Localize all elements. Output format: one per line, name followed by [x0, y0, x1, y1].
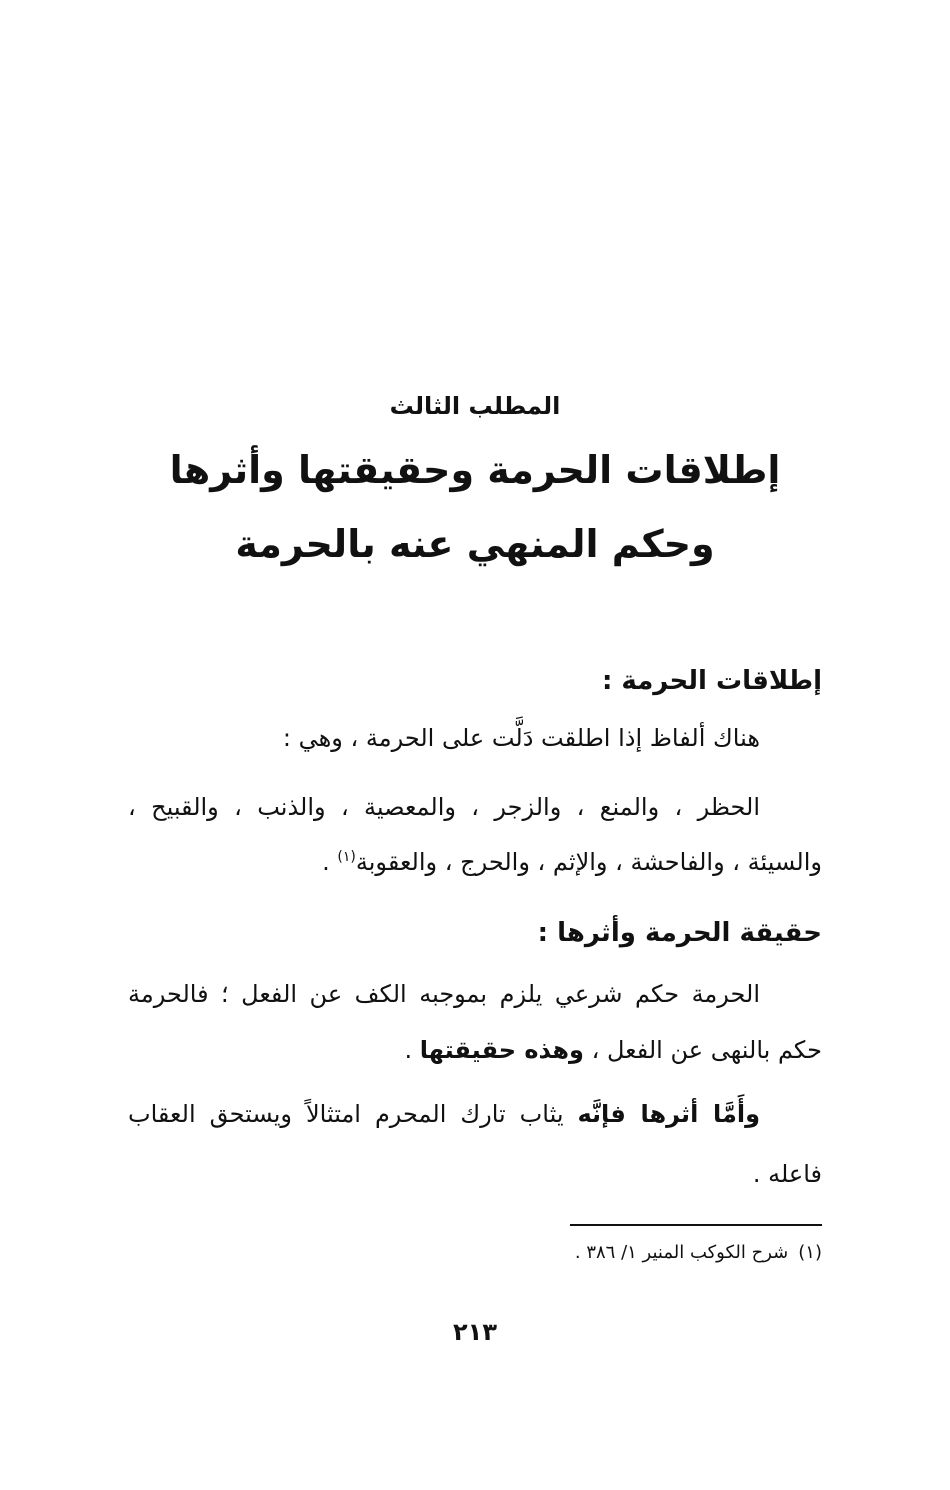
paragraph-definition-line-2 — [404, 1036, 822, 1064]
section-label: المطلب الثالث — [389, 392, 561, 420]
chapter-title-line-1: إطلاقات الحرمة وحقيقتها وأثرها — [169, 448, 781, 492]
chapter-title-line-2: وحكم المنهي عنه بالحرمة — [235, 522, 715, 566]
footnote-divider — [570, 1224, 822, 1226]
footnote-number: (١) — [798, 1242, 822, 1263]
section-heading-usages: إطلاقات الحرمة : — [601, 666, 822, 696]
terms-line-2 — [322, 848, 822, 876]
effect-rest-text: يثاب تارك المحرم امتثالاً ويستحق العقاب — [128, 1100, 578, 1128]
section-heading-reality: حقيقة الحرمة وأثرها : — [537, 918, 822, 948]
terms-line-1: الحظر ، والمنع ، والزجر ، والمعصية ، والذنب ، والقبيح ، — [128, 793, 760, 821]
paragraph-intro: هناك ألفاظ إذا اطلقت دَلَّت على الحرمة ، وهي : — [282, 724, 760, 752]
terms-line-2-text: والسيئة ، والفاحشة ، والإثم ، والحرج ، والعقوبة — [355, 848, 822, 876]
footnote-text: شرح الكوكب المنير ١/ ٣٨٦ . — [574, 1242, 789, 1263]
footnote-reference: (١) — [337, 849, 356, 865]
definition-end-mark: . — [404, 1036, 420, 1064]
page-number: ٢١٣ — [453, 1318, 497, 1346]
definition-plain-text: حكم بالنهى عن الفعل ، — [583, 1036, 822, 1064]
terms-end-mark: . — [322, 848, 338, 876]
paragraph-effect-line-2: فاعله . — [752, 1160, 822, 1188]
paragraph-effect-line-1 — [128, 1100, 760, 1128]
effect-bold-text: وأَمَّا أثرها فإنَّه — [577, 1100, 760, 1128]
paragraph-definition-line-1: الحرمة حكم شرعي يلزم بموجبه الكف عن الفعل ؛ فالحرمة — [128, 980, 760, 1008]
footnote — [575, 1242, 822, 1263]
definition-bold-text: وهذه حقيقتها — [419, 1036, 584, 1064]
